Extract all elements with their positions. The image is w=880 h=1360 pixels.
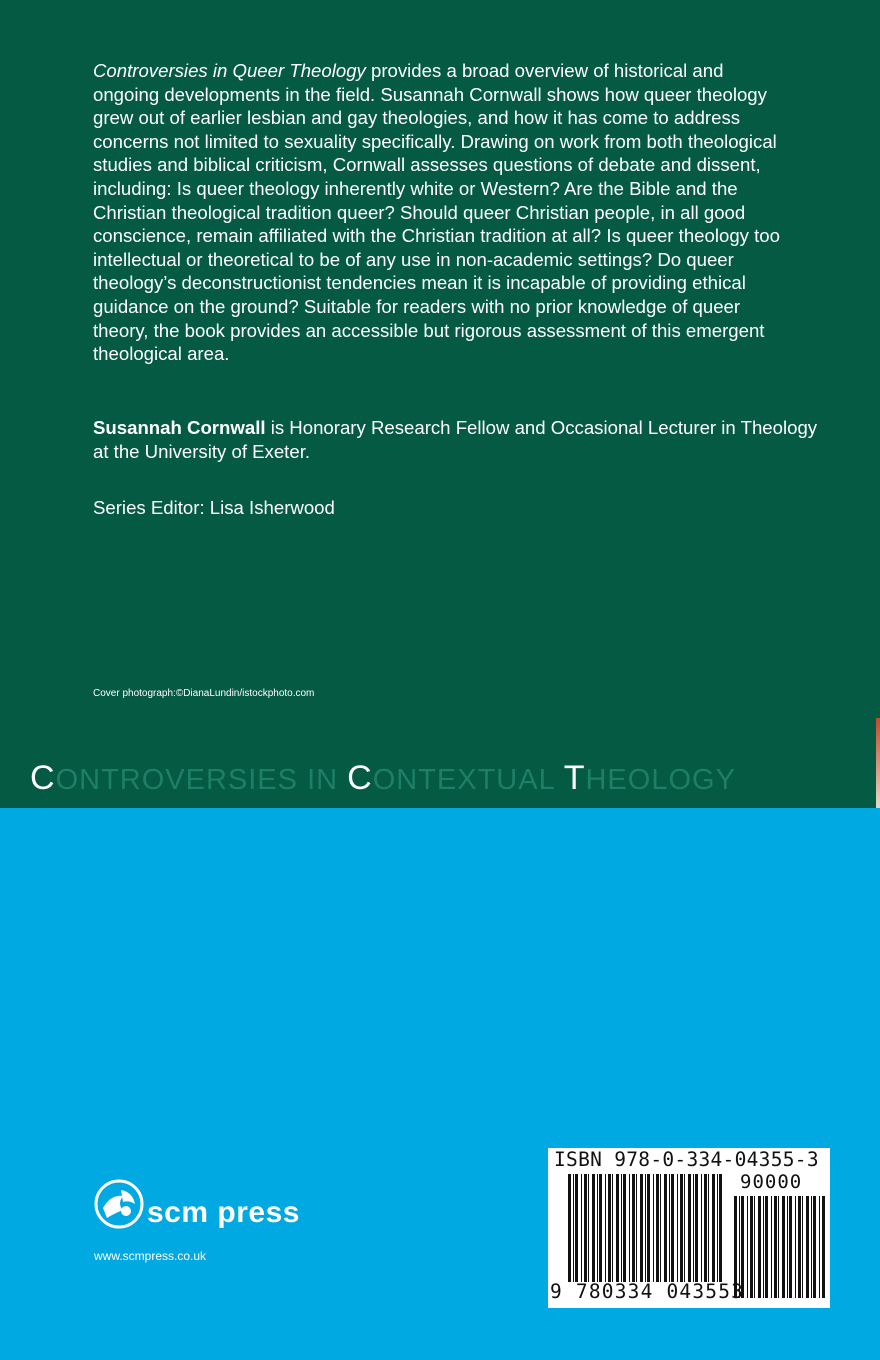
barcode-bar xyxy=(568,1174,571,1282)
barcode-bar xyxy=(599,1174,602,1282)
barcode-bar xyxy=(612,1174,613,1282)
author-bio-text: is Honorary Research Fellow and Occasional Lecturer in Theology at the University of Exeter. xyxy=(93,417,818,462)
barcode-bar xyxy=(575,1174,578,1282)
barcode-bar xyxy=(623,1174,626,1282)
barcode-bar xyxy=(806,1196,809,1298)
isbn-barcode xyxy=(548,1148,830,1308)
series-editor: Series Editor: Lisa Isherwood xyxy=(93,497,335,518)
barcode-bar xyxy=(708,1174,709,1282)
barcode-bar xyxy=(584,1174,587,1282)
barcode-bar xyxy=(704,1174,707,1282)
barcode-bar xyxy=(588,1174,589,1282)
isbn-label: ISBN 978-0-334-04355-3 xyxy=(554,1148,819,1171)
author-bio xyxy=(93,416,823,464)
barcode-bar xyxy=(778,1196,779,1298)
barcode-bar xyxy=(747,1196,748,1298)
barcode-bar xyxy=(684,1174,685,1282)
book-blurb xyxy=(93,59,793,366)
barcode-bar xyxy=(798,1196,801,1298)
barcode-bar xyxy=(640,1174,643,1282)
barcode-bar xyxy=(774,1196,777,1298)
barcode-bar xyxy=(712,1174,715,1282)
barcode-addon-price: 90000 xyxy=(740,1171,803,1193)
series-title: CONTROVERSIES IN CONTEXTUAL THEOLOGY xyxy=(30,759,736,797)
barcode-bar xyxy=(693,1174,694,1282)
barcode-bar xyxy=(671,1174,674,1282)
barcode-bar xyxy=(811,1196,812,1298)
barcode-bar xyxy=(771,1196,772,1298)
barcode-bar xyxy=(765,1196,768,1298)
barcode-bar xyxy=(645,1174,646,1282)
author-name: Susannah Cornwall xyxy=(93,417,266,438)
book-title-italic: Controversies in Queer Theology xyxy=(93,60,366,81)
barcode-bar xyxy=(677,1174,678,1282)
barcode-bar xyxy=(592,1174,595,1282)
barcode-bar xyxy=(782,1196,785,1298)
barcode-bar xyxy=(717,1174,718,1282)
barcode-bar xyxy=(616,1174,619,1282)
barcode-bar xyxy=(621,1174,622,1282)
barcode-bar xyxy=(787,1196,788,1298)
photo-credit: Cover photograph:©DianaLundin/istockphoto.com xyxy=(93,688,315,699)
barcode-bar xyxy=(822,1196,825,1298)
barcode-bar xyxy=(669,1174,670,1282)
publisher-logo xyxy=(93,1178,333,1242)
barcode-bar xyxy=(573,1174,574,1282)
barcode-bar xyxy=(629,1174,630,1282)
ean-digits: 9 780334 043553 xyxy=(550,1280,745,1303)
publisher-name: scm press xyxy=(147,1196,300,1229)
barcode-bar xyxy=(802,1196,803,1298)
barcode-bar xyxy=(653,1174,654,1282)
barcode-bar xyxy=(795,1196,796,1298)
barcode-bar xyxy=(636,1174,637,1282)
barcode-bar xyxy=(680,1174,683,1282)
barcode-bar xyxy=(701,1174,702,1282)
barcode-bar xyxy=(605,1174,606,1282)
barcode-bar xyxy=(608,1174,611,1282)
barcode-bar xyxy=(813,1196,816,1298)
barcode-bar xyxy=(763,1196,764,1298)
barcode-bar xyxy=(819,1196,820,1298)
barcode-bar xyxy=(758,1196,761,1298)
barcode-bar xyxy=(719,1174,722,1282)
barcode-bar xyxy=(750,1196,753,1298)
barcode-bar xyxy=(632,1174,635,1282)
barcode-bar xyxy=(664,1174,667,1282)
publisher-website: www.scmpress.co.uk xyxy=(94,1249,207,1263)
scm-globe-logo-icon xyxy=(93,1178,145,1230)
barcode-bar xyxy=(754,1196,755,1298)
barcode-bar xyxy=(660,1174,661,1282)
barcode-bar xyxy=(695,1174,698,1282)
barcode-bar xyxy=(597,1174,598,1282)
barcode-bar xyxy=(581,1174,582,1282)
barcode-bar xyxy=(688,1174,691,1282)
barcode-bar xyxy=(789,1196,792,1298)
barcode-bar xyxy=(647,1174,650,1282)
blurb-text: provides a broad overview of historical and ongoing developments in the field. Susannah Cornwall shows how queer theology grew out of earlier lesbian and gay theologies, and how it has come to address concerns not limited to sexuality specifically. Drawing on work from both theological studies and biblical criticism, Cornwall assesses questions of debate and dissent, including: Is queer theology inherently white or Western? Are the Bible and the Christian theological tradition queer? Should queer Christian people, in all good conscience, remain affiliated with the Christian tradition at all? Is queer theology too intellectual or theoretical to be of any use in non-academic settings? Do queer theology’s deconstructionist tendencies mean it is incapable of providing ethical guidance on the ground? Suitable for readers with no prior knowledge of queer theory, the book provides an accessible but rigorous assessment of this emergent theological area. xyxy=(93,60,780,365)
barcode-bar xyxy=(656,1174,659,1282)
spine-edge-strip xyxy=(876,718,880,808)
